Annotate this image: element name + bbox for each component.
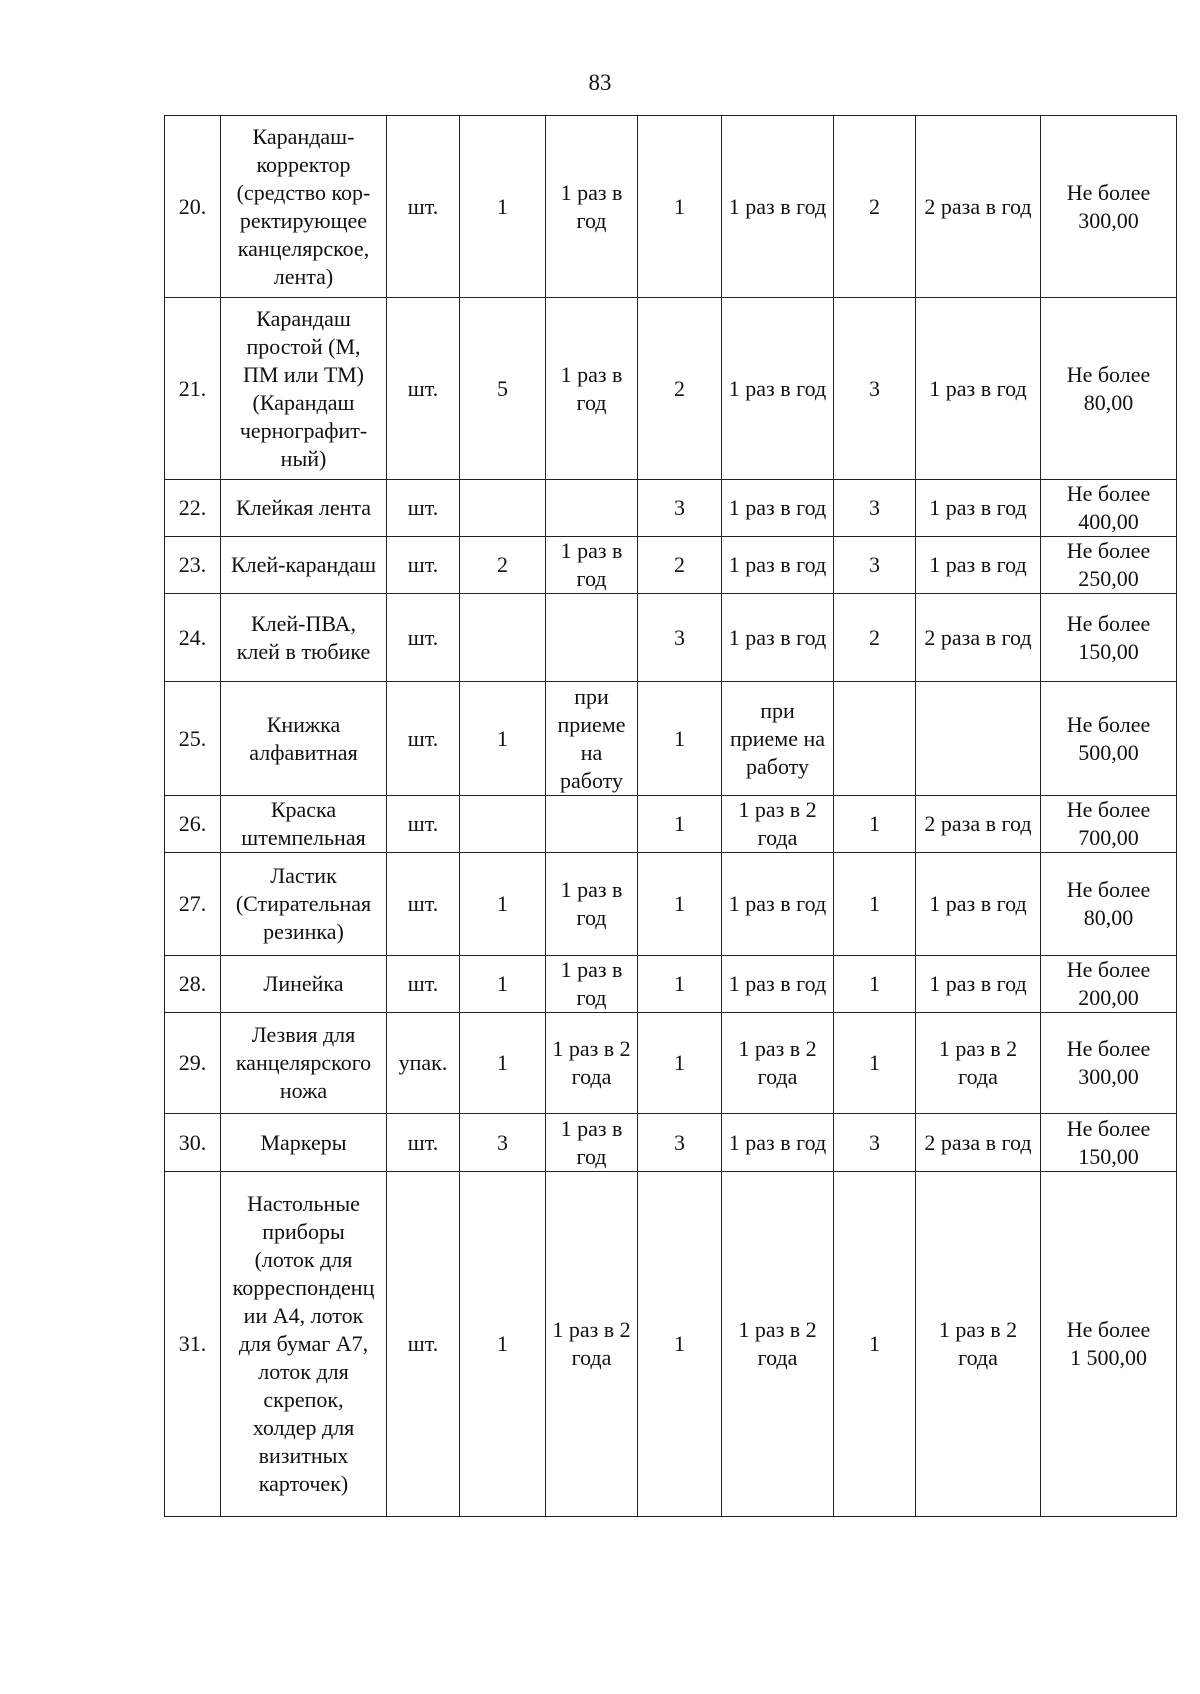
row-number: 29. (165, 1013, 221, 1114)
unit-cell: шт. (387, 298, 460, 480)
unit-cell: шт. (387, 116, 460, 298)
period-cell: 1 раз в 2 года (546, 1013, 638, 1114)
period-cell: 1 раз в год (722, 298, 834, 480)
table-row (165, 853, 1177, 956)
row-number: 24. (165, 594, 221, 682)
unit-cell: шт. (387, 956, 460, 1013)
period-cell: 2 раза в год (916, 594, 1041, 682)
price-cell: Не более 300,00 (1041, 116, 1177, 298)
period-cell (546, 480, 638, 537)
row-number: 28. (165, 956, 221, 1013)
unit-cell: шт. (387, 853, 460, 956)
period-cell: 1 раз в год (546, 298, 638, 480)
item-name: Маркеры (221, 1114, 387, 1172)
row-number: 21. (165, 298, 221, 480)
quantity-cell: 3 (834, 1114, 916, 1172)
quantity-cell: 3 (638, 480, 722, 537)
period-cell: 1 раз в год (546, 956, 638, 1013)
quantity-cell: 1 (460, 956, 546, 1013)
period-cell: 1 раз в 2 года (546, 1172, 638, 1517)
quantity-cell: 3 (460, 1114, 546, 1172)
quantity-cell: 1 (638, 796, 722, 853)
period-cell: при приеме на работу (722, 682, 834, 796)
quantity-cell (460, 480, 546, 537)
period-cell: 1 раз в год (916, 956, 1041, 1013)
quantity-cell: 1 (834, 1172, 916, 1517)
quantity-cell: 1 (638, 116, 722, 298)
period-cell: 1 раз в 2 года (722, 1013, 834, 1114)
quantity-cell (460, 796, 546, 853)
quantity-cell: 1 (460, 682, 546, 796)
period-cell (546, 594, 638, 682)
item-name: Лезвия для канцелярского ножа (221, 1013, 387, 1114)
price-cell: Не более 300,00 (1041, 1013, 1177, 1114)
quantity-cell: 1 (460, 1172, 546, 1517)
period-cell: 1 раз в год (546, 1114, 638, 1172)
row-number: 25. (165, 682, 221, 796)
period-cell: 1 раз в 2 года (916, 1013, 1041, 1114)
unit-cell: шт. (387, 537, 460, 594)
table-row (165, 480, 1177, 537)
period-cell: 2 раза в год (916, 116, 1041, 298)
period-cell: 1 раз в год (722, 853, 834, 956)
row-number: 27. (165, 853, 221, 956)
item-name: Линейка (221, 956, 387, 1013)
quantity-cell: 3 (834, 537, 916, 594)
price-cell: Не более 250,00 (1041, 537, 1177, 594)
item-name: Клей-карандаш (221, 537, 387, 594)
quantity-cell: 1 (460, 116, 546, 298)
item-name: Карандаш- корректор (средство кор- ректирующее канцелярское, лента) (221, 116, 387, 298)
quantity-cell: 2 (834, 594, 916, 682)
quantity-cell: 2 (834, 116, 916, 298)
price-cell: Не более 1 500,00 (1041, 1172, 1177, 1517)
table-row (165, 537, 1177, 594)
table-row (165, 594, 1177, 682)
quantity-cell: 1 (638, 682, 722, 796)
row-number: 31. (165, 1172, 221, 1517)
quantity-cell: 3 (638, 594, 722, 682)
period-cell: 1 раз в год (546, 537, 638, 594)
period-cell: 1 раз в год (722, 116, 834, 298)
row-number: 22. (165, 480, 221, 537)
period-cell (546, 796, 638, 853)
item-name: Клейкая лента (221, 480, 387, 537)
price-cell: Не более 200,00 (1041, 956, 1177, 1013)
item-name: Книжка алфавитная (221, 682, 387, 796)
table-row (165, 1114, 1177, 1172)
item-name: Ластик (Стирательная резинка) (221, 853, 387, 956)
period-cell (916, 682, 1041, 796)
item-name: Краска штемпельная (221, 796, 387, 853)
price-cell: Не более 150,00 (1041, 594, 1177, 682)
row-number: 26. (165, 796, 221, 853)
quantity-cell: 1 (638, 853, 722, 956)
table-row (165, 796, 1177, 853)
unit-cell: шт. (387, 480, 460, 537)
period-cell: 1 раз в год (722, 956, 834, 1013)
item-name: Настольные приборы (лоток для корреспонденц ии А4, лоток для бумаг А7, лоток для скрепок, холдер для визитных карточек) (221, 1172, 387, 1517)
period-cell: 1 раз в 2 года (722, 1172, 834, 1517)
period-cell: 2 раза в год (916, 1114, 1041, 1172)
period-cell: 1 раз в 2 года (916, 1172, 1041, 1517)
quantity-cell: 2 (638, 298, 722, 480)
table-row (165, 1172, 1177, 1517)
row-number: 23. (165, 537, 221, 594)
unit-cell: шт. (387, 1172, 460, 1517)
row-number: 20. (165, 116, 221, 298)
quantity-cell: 1 (638, 1013, 722, 1114)
period-cell: 1 раз в год (916, 480, 1041, 537)
quantity-cell: 1 (638, 1172, 722, 1517)
unit-cell: упак. (387, 1013, 460, 1114)
period-cell: 1 раз в год (722, 1114, 834, 1172)
quantity-cell: 3 (834, 298, 916, 480)
quantity-cell: 1 (834, 956, 916, 1013)
supplies-table (164, 115, 1177, 1517)
period-cell: 1 раз в год (546, 116, 638, 298)
period-cell: 1 раз в год (722, 594, 834, 682)
period-cell: 1 раз в год (916, 853, 1041, 956)
price-cell: Не более 700,00 (1041, 796, 1177, 853)
quantity-cell: 1 (834, 1013, 916, 1114)
quantity-cell (460, 594, 546, 682)
quantity-cell: 5 (460, 298, 546, 480)
quantity-cell: 3 (638, 1114, 722, 1172)
unit-cell: шт. (387, 594, 460, 682)
period-cell: при приеме на работу (546, 682, 638, 796)
table-row (165, 298, 1177, 480)
quantity-cell (834, 682, 916, 796)
quantity-cell: 2 (460, 537, 546, 594)
unit-cell: шт. (387, 1114, 460, 1172)
period-cell: 1 раз в год (916, 298, 1041, 480)
quantity-cell: 2 (638, 537, 722, 594)
unit-cell: шт. (387, 682, 460, 796)
unit-cell: шт. (387, 796, 460, 853)
price-cell: Не более 400,00 (1041, 480, 1177, 537)
quantity-cell: 1 (460, 853, 546, 956)
table-row (165, 956, 1177, 1013)
table-row (165, 682, 1177, 796)
table-row (165, 1013, 1177, 1114)
period-cell: 1 раз в год (722, 480, 834, 537)
table-row (165, 116, 1177, 298)
quantity-cell: 3 (834, 480, 916, 537)
period-cell: 2 раза в год (916, 796, 1041, 853)
quantity-cell: 1 (460, 1013, 546, 1114)
quantity-cell: 1 (638, 956, 722, 1013)
page-number: 83 (588, 70, 612, 95)
period-cell: 1 раз в 2 года (722, 796, 834, 853)
quantity-cell: 1 (834, 853, 916, 956)
period-cell: 1 раз в год (916, 537, 1041, 594)
item-name: Карандаш простой (М, ПМ или ТМ) (Карандаш чернографит- ный) (221, 298, 387, 480)
price-cell: Не более 500,00 (1041, 682, 1177, 796)
price-cell: Не более 80,00 (1041, 298, 1177, 480)
period-cell: 1 раз в год (546, 853, 638, 956)
period-cell: 1 раз в год (722, 537, 834, 594)
quantity-cell: 1 (834, 796, 916, 853)
item-name: Клей-ПВА, клей в тюбике (221, 594, 387, 682)
price-cell: Не более 150,00 (1041, 1114, 1177, 1172)
row-number: 30. (165, 1114, 221, 1172)
price-cell: Не более 80,00 (1041, 853, 1177, 956)
